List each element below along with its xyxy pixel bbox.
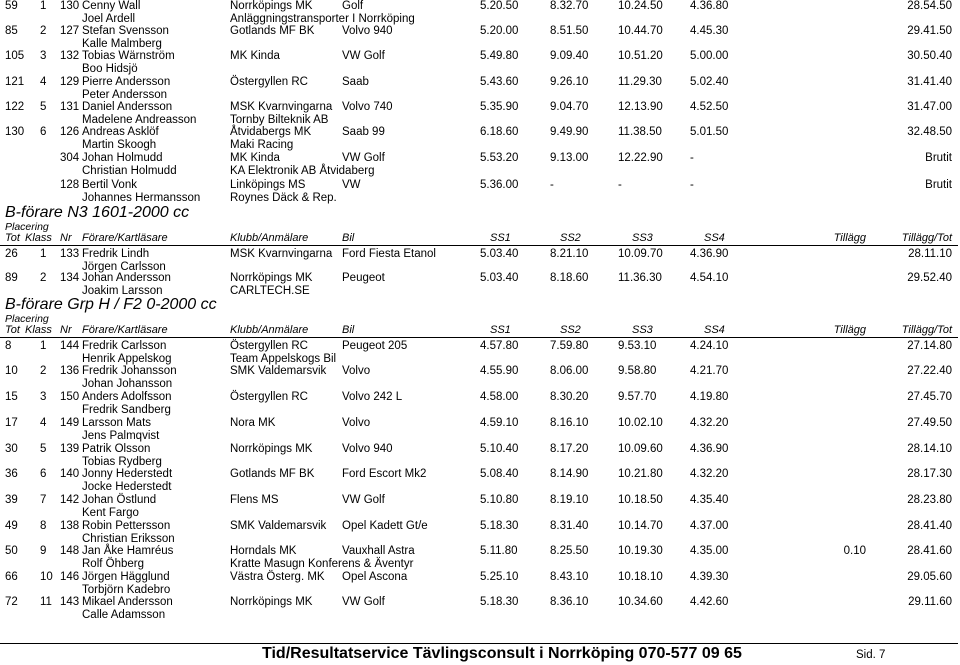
car-model: VW Golf: [342, 596, 385, 608]
driver-name: Patrik Olsson: [82, 443, 151, 455]
ss1-time: 5.03.40: [480, 272, 519, 284]
col-klass: Klass: [25, 324, 52, 336]
ss1-time: 4.55.90: [480, 365, 519, 377]
col-klubb: Klubb/Anmälare: [230, 324, 309, 336]
codriver-name: Peter Andersson: [82, 89, 168, 101]
total-place: 50: [5, 545, 18, 557]
col-ss4: SS4: [704, 232, 725, 244]
driver-name: Fredrik Lindh: [82, 248, 150, 260]
total-time: 28.23.80: [907, 494, 952, 506]
start-number: 131: [60, 101, 80, 113]
total-place: 130: [5, 126, 25, 138]
total-time: 27.45.70: [907, 391, 952, 403]
ss2-time: 8.30.20: [550, 391, 589, 403]
header-divider: [0, 337, 958, 338]
club-name: SMK Valdemarsvik: [230, 520, 327, 532]
ss2-time: 8.18.60: [550, 272, 589, 284]
ss2-time: 8.17.20: [550, 443, 589, 455]
car-model: VW Golf: [342, 50, 385, 62]
ss2-time: 9.09.40: [550, 50, 589, 62]
class-place: 2: [40, 365, 47, 377]
start-number: 146: [60, 571, 80, 583]
ss3-time: 10.02.10: [618, 417, 663, 429]
codriver-name: Joel Ardell: [82, 13, 136, 25]
ss1-time: 5.10.80: [480, 494, 519, 506]
ss1-time: 4.58.00: [480, 391, 519, 403]
ss4-time: -: [690, 179, 694, 191]
class-place: 1: [40, 340, 47, 352]
driver-name: Jörgen Hägglund: [82, 571, 170, 583]
total-time: 28.14.10: [907, 443, 952, 455]
ss1-time: 4.57.80: [480, 340, 519, 352]
club-name: Horndals MK: [230, 545, 297, 557]
total-place: 72: [5, 596, 18, 608]
club-name: Norrköpings MK: [230, 443, 313, 455]
total-place: 85: [5, 25, 18, 37]
ss1-time: 5.20.00: [480, 25, 519, 37]
ss1-time: 5.18.30: [480, 596, 519, 608]
class-place: 5: [40, 101, 47, 113]
car-model: Vauxhall Astra: [342, 545, 415, 557]
driver-name: Fredrik Carlsson: [82, 340, 167, 352]
start-number: 139: [60, 443, 80, 455]
driver-name: Cenny Wall: [82, 0, 141, 12]
col-tillagg: Tillägg: [833, 232, 866, 244]
total-time: 29.52.40: [907, 272, 952, 284]
total-place: 59: [5, 0, 18, 12]
col-bil: Bil: [342, 324, 355, 336]
ss3-time: 10.18.50: [618, 494, 663, 506]
page-number: Sid. 7: [856, 649, 886, 661]
club-name: Åtvidabergs MK: [230, 126, 312, 138]
ss1-time: 4.59.10: [480, 417, 519, 429]
col-nr: Nr: [60, 232, 72, 244]
ss2-time: -: [550, 179, 554, 191]
car-model: Volvo 740: [342, 101, 393, 113]
ss4-time: 4.19.80: [690, 391, 729, 403]
car-model: Peugeot 205: [342, 340, 408, 352]
total-time: 28.11.10: [908, 248, 952, 260]
codriver-name: Jocke Hederstedt: [82, 481, 172, 493]
ss2-time: 9.13.00: [550, 152, 589, 164]
ss2-time: 8.06.00: [550, 365, 589, 377]
ss4-time: 4.45.30: [690, 25, 729, 37]
ss3-time: 10.51.20: [618, 50, 663, 62]
start-number: 127: [60, 25, 80, 37]
class-place: 9: [40, 545, 47, 557]
total-time: 28.17.30: [907, 468, 952, 480]
ss2-time: 8.31.40: [550, 520, 589, 532]
total-time: 27.49.50: [907, 417, 952, 429]
entrant-name: Anläggningstransporter I Norrköping: [230, 13, 415, 25]
ss4-time: 4.24.10: [690, 340, 729, 352]
ss3-time: 9.57.70: [618, 391, 657, 403]
ss1-time: 6.18.60: [480, 126, 519, 138]
class-place: 3: [40, 391, 47, 403]
total-place: 15: [5, 391, 18, 403]
club-name: Östergyllen RC: [230, 340, 308, 352]
start-number: 136: [60, 365, 80, 377]
col-tot: Tot: [5, 324, 20, 336]
total-place: 10: [5, 365, 18, 377]
entrant-name: KA Elektronik AB Åtvidaberg: [230, 165, 375, 177]
codriver-name: Henrik Appelskog: [82, 353, 172, 365]
total-place: 66: [5, 571, 18, 583]
class-place: 4: [40, 76, 47, 88]
ss2-time: 8.19.10: [550, 494, 589, 506]
ss4-time: 4.36.90: [690, 443, 729, 455]
codriver-name: Kent Fargo: [82, 507, 139, 519]
entrant-name: Tornby Bilteknik AB: [230, 114, 329, 126]
class-place: 5: [40, 443, 47, 455]
codriver-name: Johannes Hermansson: [82, 192, 201, 204]
entrant-name: Roynes Däck & Rep.: [230, 192, 337, 204]
ss2-time: 8.32.70: [550, 0, 589, 12]
entrant-name: Team Appelskogs Bil: [230, 353, 337, 365]
codriver-name: Christian Eriksson: [82, 533, 175, 545]
ss4-time: 4.52.50: [690, 101, 729, 113]
club-name: Gotlands MF BK: [230, 468, 315, 480]
total-place: 121: [5, 76, 25, 88]
total-time: 30.50.40: [907, 50, 952, 62]
total-place: 17: [5, 417, 18, 429]
class-place: 6: [40, 126, 47, 138]
class-place: 2: [40, 272, 47, 284]
club-name: MK Kinda: [230, 50, 280, 62]
start-number: 304: [60, 152, 80, 164]
col-nr: Nr: [60, 324, 72, 336]
car-model: VW Golf: [342, 152, 385, 164]
car-model: Volvo 940: [342, 443, 393, 455]
start-number: 140: [60, 468, 80, 480]
entrant-name: Maki Racing: [230, 139, 294, 151]
total-time: 28.54.50: [907, 0, 952, 12]
start-number: 149: [60, 417, 80, 429]
car-model: Volvo 242 L: [342, 391, 403, 403]
col-ss3: SS3: [632, 232, 653, 244]
club-name: Östergyllen RC: [230, 391, 308, 403]
total-place: 49: [5, 520, 18, 532]
col-ss2: SS2: [560, 232, 581, 244]
car-model: Ford Escort Mk2: [342, 468, 427, 480]
codriver-name: Madelene Andreasson: [82, 114, 197, 126]
penalty-time: 0.10: [843, 545, 866, 557]
total-place: 30: [5, 443, 18, 455]
column-header-row: [0, 324, 960, 338]
total-time: 32.48.50: [907, 126, 952, 138]
club-name: Linköpings MS: [230, 179, 306, 191]
total-time: Brutit: [925, 179, 952, 191]
ss1-time: 5.20.50: [480, 0, 519, 12]
col-tillagg-tot: Tillägg/Tot: [901, 232, 952, 244]
ss4-time: 5.02.40: [690, 76, 729, 88]
result-entry: [0, 152, 960, 182]
ss1-time: 5.25.10: [480, 571, 519, 583]
ss4-time: 4.32.20: [690, 468, 729, 480]
codriver-name: Kalle Malmberg: [82, 38, 162, 50]
ss2-time: 9.04.70: [550, 101, 589, 113]
ss4-time: 4.39.30: [690, 571, 729, 583]
driver-name: Jan Åke Hamréus: [82, 545, 174, 557]
club-name: SMK Valdemarsvik: [230, 365, 327, 377]
total-place: 36: [5, 468, 18, 480]
col-tillagg: Tillägg: [833, 324, 866, 336]
car-model: VW Golf: [342, 494, 385, 506]
ss1-time: 5.18.30: [480, 520, 519, 532]
car-model: Ford Fiesta Etanol: [342, 248, 436, 260]
driver-name: Johan Östlund: [82, 494, 157, 506]
start-number: 144: [60, 340, 80, 352]
total-time: 29.41.50: [907, 25, 952, 37]
ss3-time: 9.53.10: [618, 340, 657, 352]
codriver-name: Boo Hidsjö: [82, 63, 138, 75]
ss3-time: 10.21.80: [618, 468, 663, 480]
driver-name: Johan Holmudd: [82, 152, 163, 164]
club-name: Östergyllen RC: [230, 76, 308, 88]
class-place: 10: [40, 571, 53, 583]
ss4-time: -: [690, 152, 694, 164]
driver-name: Johan Andersson: [82, 272, 171, 284]
ss3-time: 12.22.90: [618, 152, 663, 164]
car-model: Peugeot: [342, 272, 385, 284]
car-model: Opel Kadett Gt/e: [342, 520, 428, 532]
car-model: Volvo: [342, 365, 371, 377]
ss1-time: 5.10.40: [480, 443, 519, 455]
total-time: Brutit: [925, 152, 952, 164]
ss4-time: 4.37.00: [690, 520, 729, 532]
driver-name: Robin Pettersson: [82, 520, 171, 532]
col-forare: Förare/Kartläsare: [82, 324, 168, 336]
class-place: 11: [40, 596, 52, 608]
col-forare: Förare/Kartläsare: [82, 232, 168, 244]
ss3-time: 9.58.80: [618, 365, 657, 377]
ss1-time: 5.36.00: [480, 179, 519, 191]
class-place: 2: [40, 25, 47, 37]
start-number: 132: [60, 50, 80, 62]
codriver-name: Johan Johansson: [82, 378, 173, 390]
codriver-name: Joakim Larsson: [82, 285, 163, 297]
ss1-time: 5.53.20: [480, 152, 519, 164]
driver-name: Anders Adolfsson: [82, 391, 172, 403]
footer-divider: [0, 643, 958, 644]
class-place: 3: [40, 50, 47, 62]
ss3-time: 10.09.70: [618, 248, 663, 260]
start-number: 133: [60, 248, 80, 260]
ss1-time: 5.11.80: [480, 545, 518, 557]
col-klubb: Klubb/Anmälare: [230, 232, 309, 244]
ss2-time: 8.43.10: [550, 571, 589, 583]
ss2-time: 9.49.90: [550, 126, 589, 138]
total-time: 27.14.80: [907, 340, 952, 352]
ss3-time: -: [618, 179, 622, 191]
car-model: Opel Ascona: [342, 571, 408, 583]
club-name: Flens MS: [230, 494, 279, 506]
club-name: MK Kinda: [230, 152, 280, 164]
ss4-time: 4.32.20: [690, 417, 729, 429]
driver-name: Andreas Asklöf: [82, 126, 159, 138]
col-ss3: SS3: [632, 324, 653, 336]
start-number: 150: [60, 391, 80, 403]
club-name: Norrköpings MK: [230, 272, 313, 284]
car-model: VW: [342, 179, 361, 191]
driver-name: Tobias Wärnström: [82, 50, 175, 62]
total-place: 39: [5, 494, 18, 506]
total-place: 89: [5, 272, 18, 284]
col-ss1: SS1: [490, 232, 511, 244]
col-tot: Tot: [5, 232, 20, 244]
ss2-time: 8.25.50: [550, 545, 589, 557]
start-number: 130: [60, 0, 80, 12]
total-time: 28.41.40: [907, 520, 952, 532]
ss1-time: 5.03.40: [480, 248, 519, 260]
ss3-time: 10.18.10: [618, 571, 663, 583]
ss4-time: 4.35.40: [690, 494, 729, 506]
entrant-name: Kratte Masugn Konferens & Äventyr: [230, 558, 414, 570]
ss4-time: 4.21.70: [690, 365, 729, 377]
result-entry: [0, 596, 960, 626]
codriver-name: Torbjörn Kadebro: [82, 584, 171, 596]
codriver-name: Martin Skoogh: [82, 139, 157, 151]
codriver-name: Tobias Rydberg: [82, 456, 162, 468]
driver-name: Pierre Andersson: [82, 76, 171, 88]
codriver-name: Fredrik Sandberg: [82, 404, 171, 416]
ss4-time: 5.01.50: [690, 126, 729, 138]
column-header-row: [0, 232, 960, 246]
total-place: 8: [5, 340, 12, 352]
driver-name: Fredrik Johansson: [82, 365, 177, 377]
total-place: 122: [5, 101, 25, 113]
ss3-time: 11.36.30: [618, 272, 662, 284]
ss4-time: 4.42.60: [690, 596, 729, 608]
club-name: Norrköpings MK: [230, 0, 313, 12]
club-name: MSK Kvarnvingarna: [230, 248, 333, 260]
class-place: 8: [40, 520, 47, 532]
start-number: 142: [60, 494, 80, 506]
ss3-time: 10.14.70: [618, 520, 663, 532]
total-place: 26: [5, 248, 18, 260]
start-number: 134: [60, 272, 80, 284]
driver-name: Larsson Mats: [82, 417, 152, 429]
start-number: 138: [60, 520, 80, 532]
total-time: 27.22.40: [907, 365, 952, 377]
car-model: Saab: [342, 76, 369, 88]
driver-name: Jonny Hederstedt: [82, 468, 173, 480]
driver-name: Stefan Svensson: [82, 25, 169, 37]
start-number: 128: [60, 179, 80, 191]
class-place: 6: [40, 468, 47, 480]
footer-text: Tid/Resultatservice Tävlingsconsult i Norrköping 070-577 09 65: [262, 645, 742, 662]
ss1-time: 5.08.40: [480, 468, 519, 480]
club-name: MSK Kvarnvingarna: [230, 101, 333, 113]
class-place: 1: [40, 248, 47, 260]
ss3-time: 10.19.30: [618, 545, 663, 557]
start-number: 129: [60, 76, 80, 88]
class-place: 1: [40, 0, 47, 12]
ss1-time: 5.35.90: [480, 101, 519, 113]
ss4-time: 4.35.00: [690, 545, 729, 557]
ss4-time: 5.00.00: [690, 50, 729, 62]
total-time: 28.41.60: [907, 545, 952, 557]
total-time: 29.05.60: [907, 571, 952, 583]
placering-label: Placering: [5, 313, 49, 325]
ss3-time: 11.38.50: [618, 126, 662, 138]
ss2-time: 8.14.90: [550, 468, 589, 480]
driver-name: Daniel Andersson: [82, 101, 173, 113]
car-model: Saab 99: [342, 126, 385, 138]
header-divider: [0, 245, 958, 246]
ss2-time: 8.51.50: [550, 25, 589, 37]
ss3-time: 10.24.50: [618, 0, 663, 12]
club-name: Västra Österg. MK: [230, 571, 325, 583]
placering-label: Placering: [5, 221, 49, 233]
total-time: 31.41.40: [907, 76, 952, 88]
ss2-time: 8.16.10: [550, 417, 589, 429]
ss3-time: 10.44.70: [618, 25, 663, 37]
col-tillagg-tot: Tillägg/Tot: [901, 324, 952, 336]
start-number: 148: [60, 545, 80, 557]
col-ss2: SS2: [560, 324, 581, 336]
club-name: Norrköpings MK: [230, 596, 313, 608]
section-title: B-förare N3 1601-2000 cc: [5, 204, 190, 221]
codriver-name: Christian Holmudd: [82, 165, 177, 177]
ss3-time: 10.09.60: [618, 443, 663, 455]
club-name: Gotlands MF BK: [230, 25, 315, 37]
col-bil: Bil: [342, 232, 355, 244]
start-number: 126: [60, 126, 80, 138]
ss4-time: 4.36.90: [690, 248, 729, 260]
start-number: 143: [60, 596, 80, 608]
col-ss4: SS4: [704, 324, 725, 336]
ss1-time: 5.49.80: [480, 50, 519, 62]
ss2-time: 7.59.80: [550, 340, 589, 352]
car-model: Volvo: [342, 417, 371, 429]
class-place: 4: [40, 417, 47, 429]
codriver-name: Rolf Öhberg: [82, 558, 145, 570]
ss4-time: 4.36.80: [690, 0, 729, 12]
codriver-name: Jens Palmqvist: [82, 430, 160, 442]
car-model: Volvo 940: [342, 25, 393, 37]
ss3-time: 11.29.30: [618, 76, 662, 88]
club-name: Nora MK: [230, 417, 276, 429]
section-title: B-förare Grp H / F2 0-2000 cc: [5, 296, 217, 313]
driver-name: Mikael Andersson: [82, 596, 173, 608]
ss4-time: 4.54.10: [690, 272, 729, 284]
ss3-time: 10.34.60: [618, 596, 663, 608]
entrant-name: CARLTECH.SE: [230, 285, 310, 297]
ss2-time: 8.21.10: [550, 248, 589, 260]
col-ss1: SS1: [490, 324, 511, 336]
car-model: Golf: [342, 0, 364, 12]
total-time: 31.47.00: [907, 101, 952, 113]
ss1-time: 5.43.60: [480, 76, 519, 88]
codriver-name: Jörgen Carlsson: [82, 261, 166, 273]
class-place: 7: [40, 494, 47, 506]
codriver-name: Calle Adamsson: [82, 609, 166, 621]
ss2-time: 8.36.10: [550, 596, 589, 608]
ss2-time: 9.26.10: [550, 76, 589, 88]
total-time: 29.11.60: [908, 596, 952, 608]
col-klass: Klass: [25, 232, 52, 244]
ss3-time: 12.13.90: [618, 101, 663, 113]
driver-name: Bertil Vonk: [82, 179, 137, 191]
total-place: 105: [5, 50, 25, 62]
